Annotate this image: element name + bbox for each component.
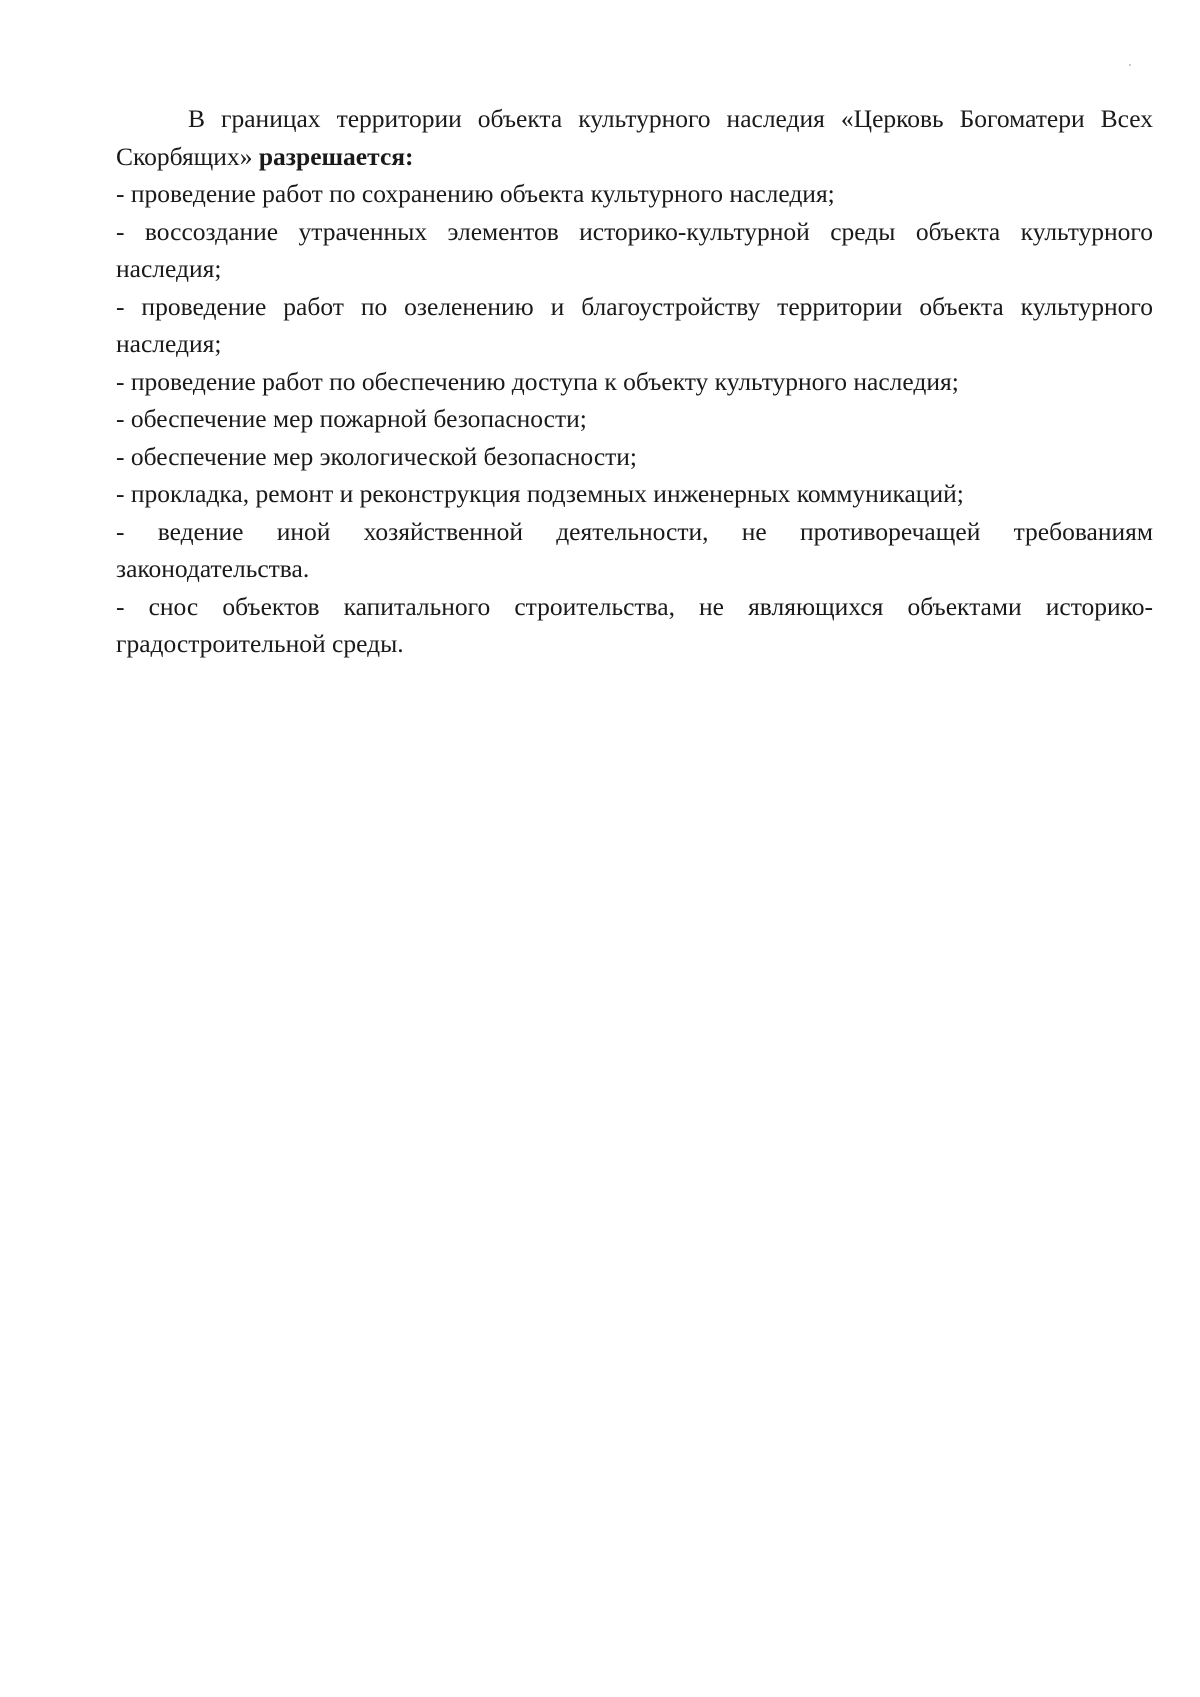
document-body <box>116 100 1153 663</box>
scan-speck <box>1129 64 1131 66</box>
list-item: - воссоздание утраченных элементов историко-культурной среды объекта культурного наследия; <box>116 216 1153 283</box>
list-item: - проведение работ по обеспечению доступа к объекту культурного наследия; <box>116 366 959 396</box>
list-item: - обеспечение мер экологической безопасности; <box>116 441 638 471</box>
intro-bold-keyword: разрешается: <box>258 141 414 171</box>
list-item: - проведение работ по сохранению объекта культурного наследия; <box>116 179 835 208</box>
intro-paragraph <box>116 100 1153 175</box>
list-item: - ведение иной хозяйственной деятельности, не противоречащей требованиям законодательства. <box>116 516 1153 583</box>
list-item: - снос объектов капитального строительства, не являющихся объектами историко-градостроительной среды. <box>116 591 1153 658</box>
list-item: - обеспечение мер пожарной безопасности; <box>116 404 587 433</box>
intro-text: В границах территории объекта культурного наследия «Церковь Богоматери Всех Скорбящих» <box>116 104 1153 171</box>
list-item: - проведение работ по озеленению и благоустройству территории объекта культурного наследия; <box>116 291 1153 358</box>
list-item: - прокладка, ремонт и реконструкция подземных инженерных коммуникаций; <box>116 479 964 508</box>
